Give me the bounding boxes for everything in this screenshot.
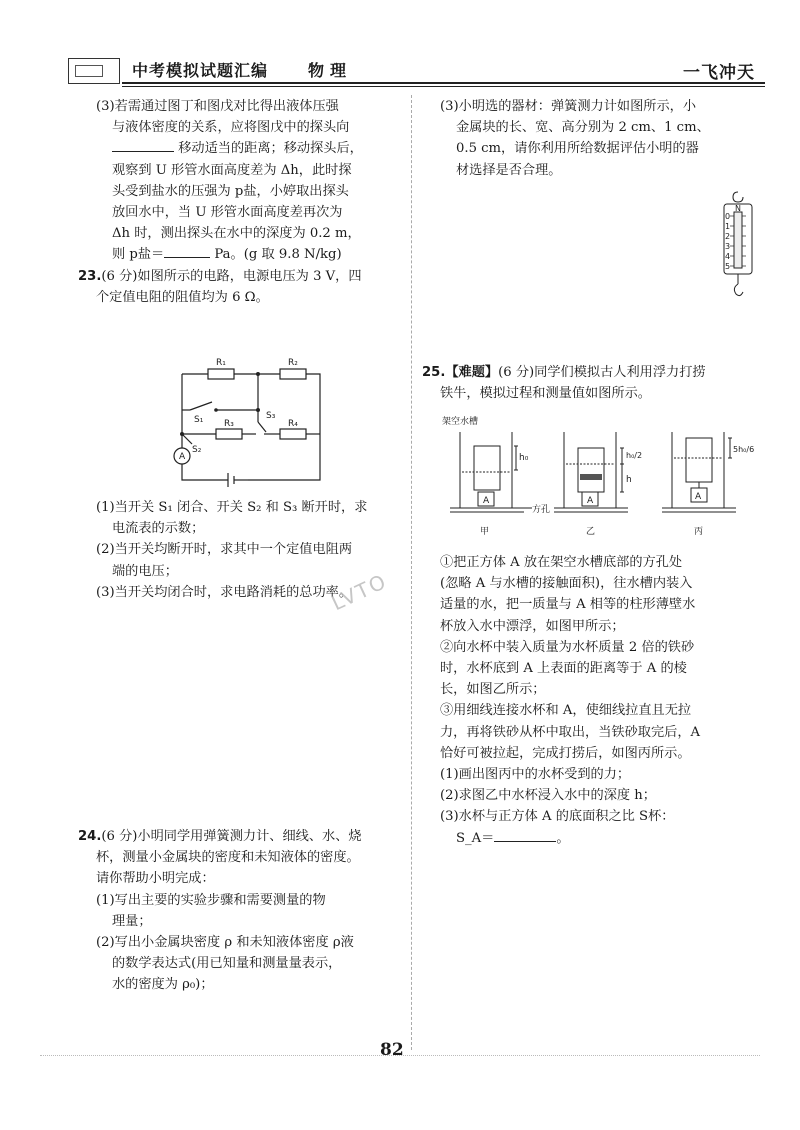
text-line: 0.5 cm，请你利用所给数据评估小明的器 (456, 141, 699, 157)
text-line: 的数学表达式(用已知量和测量量表示， (112, 956, 342, 972)
label-a: A (483, 496, 490, 506)
left-column-q24 (78, 826, 408, 996)
text-line: (3)水杯与正方体 A 的底面积之比 S杯： (440, 809, 675, 825)
text-line: (2)求图乙中水杯浸入水中的深度 h； (440, 788, 656, 804)
label-s1: S₁ (194, 415, 204, 425)
answer-blank (494, 829, 556, 842)
text-line: 力，再将铁砂从杯中取出，当铁砂取完后，A (440, 724, 701, 740)
right-column-q25-steps (422, 552, 767, 849)
text-line: S_A＝ 。 (456, 830, 570, 846)
right-column-q25 (422, 362, 767, 404)
iron-sand (580, 474, 602, 480)
text-line: 放回水中，当 U 形管水面高度差再次为 (112, 205, 343, 221)
text-line: 则 p盐＝ Pa。(g 取 9.8 N/kg) (112, 247, 342, 263)
book-title: 中考模拟试题汇编 (132, 61, 269, 80)
text-line: 头受到盐水的压强为 p盐，小婷取出探头 (112, 183, 349, 199)
answer-blank (164, 245, 210, 258)
text-line: 时，水杯底到 A 上表面的距离等于 A 的棱 (440, 661, 687, 677)
label-h0: h₀ (519, 453, 529, 463)
text-line: (3)当开关均闭合时，求电路消耗的总功率。 (96, 584, 353, 600)
label-s3: S₃ (266, 411, 276, 421)
text-line: ③用细线连接水杯和 A，使细线拉直且无拉 (440, 703, 692, 719)
label-hole: 方孔 (532, 505, 551, 515)
text-line: 长，如图乙所示； (440, 682, 546, 698)
text-line: 移动适当的距离；移动探头后， (78, 138, 408, 159)
label-h: h (626, 475, 632, 485)
label-r1: R₁ (216, 358, 226, 368)
scale-tick: 1 (725, 222, 731, 231)
watermark: LVTO (327, 568, 391, 616)
text-line: 个定值电阻的阻值均为 6 Ω。 (96, 289, 269, 305)
text-line: 与液体密度的关系，应将图戊中的探头向 (112, 120, 350, 136)
label-r4: R₄ (288, 419, 298, 429)
text-line: 请你帮助小明完成： (96, 871, 215, 887)
text-line: 端的电压； (112, 563, 178, 579)
label-s2: S₂ (192, 445, 202, 455)
circuit-diagram (168, 352, 338, 497)
text-line: 杯放入水中漂浮，如图甲所示； (440, 618, 625, 634)
answer-blank (112, 139, 174, 152)
text-line: (1)画出图丙中的水杯受到的力； (440, 767, 631, 783)
text-line: (2)当开关均断开时，求其中一个定值电阻两 (96, 542, 353, 558)
text-line: 水的密度为 ρ₀)； (112, 977, 214, 993)
text-line: 电流表的示数； (112, 521, 205, 537)
text-line: (忽略 A 与水槽的接触面积)，往水槽内装入 (440, 576, 693, 592)
tank-figures (440, 412, 770, 540)
scale-unit: N (735, 204, 741, 213)
scale-tick: 4 (725, 252, 731, 261)
label-jia: 甲 (480, 527, 490, 537)
text-line: (1)当开关 S₁ 闭合、开关 S₂ 和 S₃ 断开时，求 (96, 500, 368, 515)
label-r3: R₃ (224, 419, 234, 429)
brand-label: 一飞冲天 (683, 63, 755, 83)
right-column (422, 96, 767, 181)
scale-tick: 5 (725, 262, 731, 271)
label-tank: 架空水槽 (442, 417, 479, 427)
book-logo-icon (68, 58, 120, 84)
text-line: (2)写出小金属块密度 ρ 和未知液体密度 ρ液 (96, 935, 354, 951)
label-5h0-6: 5h₀/6 (733, 445, 755, 454)
question-25-line: 25.【难题】(6 分)同学们模拟古人利用浮力打捞 (422, 365, 706, 380)
label-ammeter: A (179, 452, 186, 462)
left-column (78, 96, 408, 308)
spring-scale-figure (718, 190, 758, 300)
scale-tick: 0 (725, 212, 731, 221)
label-a: A (587, 496, 594, 506)
scale-tick: 3 (725, 242, 731, 251)
page-header (60, 52, 765, 86)
scale-tick: 2 (725, 232, 731, 241)
text-line: (1)写出主要的实验步骤和需要测量的物 (96, 892, 326, 908)
page-number: 82 (380, 1040, 404, 1060)
text-line: (3)小明选的器材：弹簧测力计如图所示，小 (440, 99, 697, 114)
label-yi: 乙 (586, 527, 596, 537)
question-23-line: 23.(6 分)如图所示的电路，电源电压为 3 V，四 (78, 268, 362, 284)
text-line: 适量的水，把一质量与 A 相等的柱形薄壁水 (440, 597, 696, 613)
label-a: A (695, 492, 702, 502)
text-line: 杯，测量小金属块的密度和未知液体的密度。 (96, 850, 360, 866)
text-line: 观察到 U 形管水面高度差为 Δh，此时探 (112, 162, 352, 178)
text-line: 金属块的长、宽、高分别为 2 cm、1 cm、 (456, 120, 710, 136)
text-line: Δh 时，测出探头在水中的深度为 0.2 m， (112, 226, 361, 242)
label-r2: R₂ (288, 358, 298, 368)
question-24-line: 24.(6 分)小明同学用弹簧测力计、细线、水、烧 (78, 829, 362, 844)
header-rule (122, 82, 765, 84)
text-line: 恰好可被拉起，完成打捞后，如图丙所示。 (440, 745, 691, 761)
text-line: 材选择是否合理。 (456, 162, 562, 178)
text-line: 理量； (112, 913, 152, 929)
label-bing: 丙 (694, 527, 704, 537)
label-h0-half: h₀/2 (626, 451, 643, 460)
header-rule-thin (122, 86, 765, 87)
text-line: 铁牛，模拟过程和测量值如图所示。 (440, 386, 651, 402)
text-line: ①把正方体 A 放在架空水槽底部的方孔处 (440, 555, 683, 570)
subject-label: 物理 (308, 61, 353, 80)
column-divider (411, 95, 412, 1050)
text-line: ②向水杯中装入质量为水杯质量 2 倍的铁砂 (440, 639, 695, 655)
text-line: (3)若需通过图丁和图戊对比得出液体压强 (96, 99, 339, 114)
